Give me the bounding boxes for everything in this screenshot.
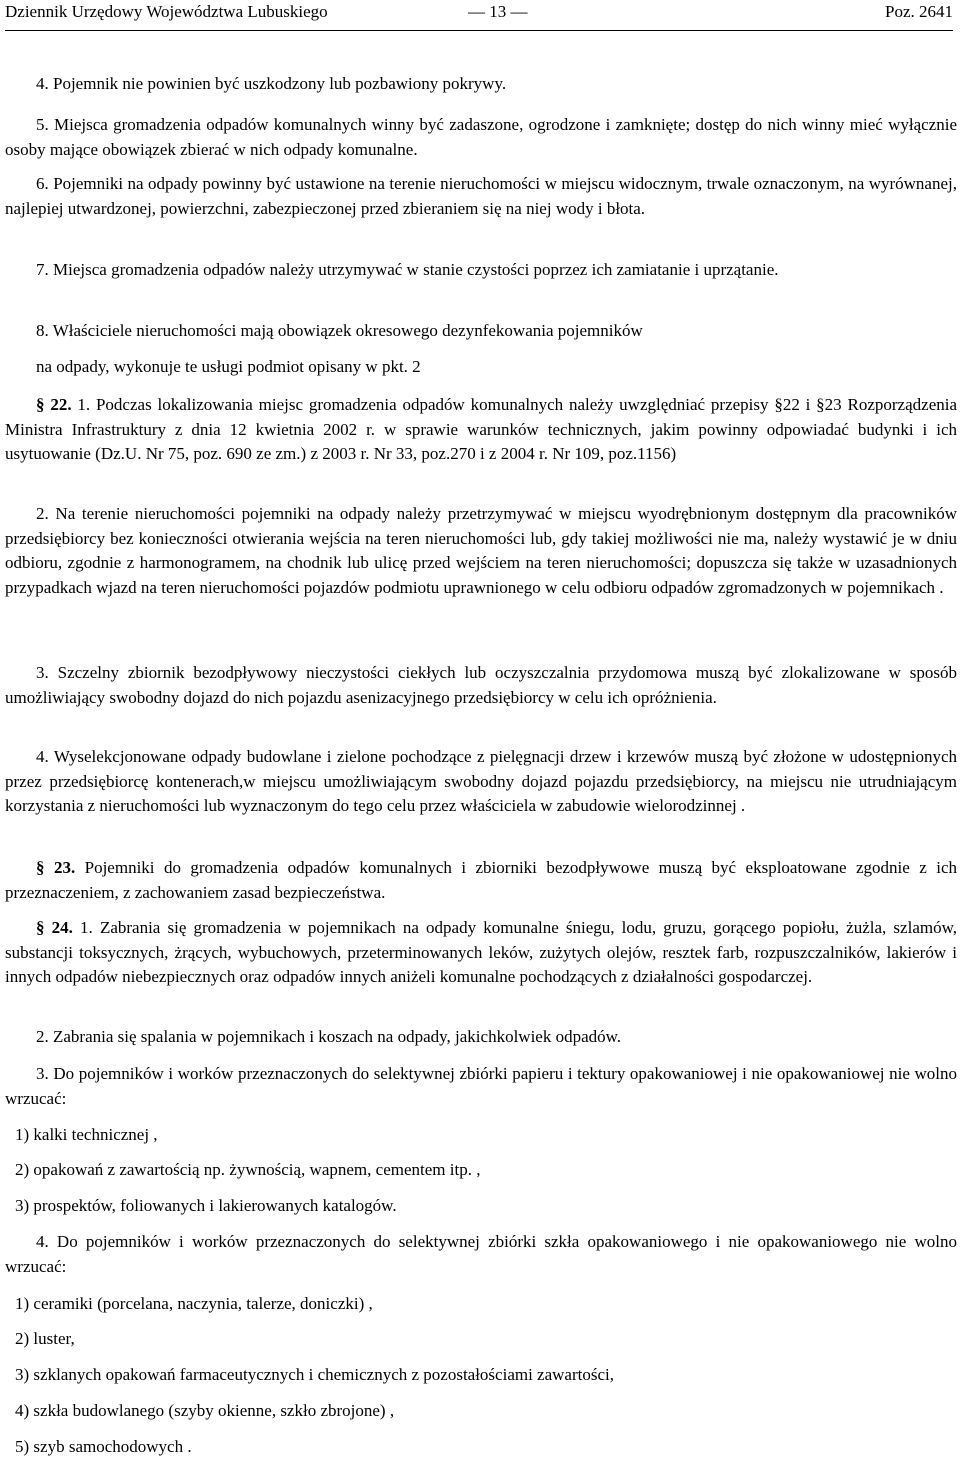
section-22-paragraph-3: 3. Szczelny zbiornik bezodpływowy nieczystości ciekłych lub oczyszczalnia przydomowa muszą być zlokalizowane w sposób umożliwiający swobodny dojazd do nich pojazdu asenizacyjnego przedsiębiorcy w celu ich opróżnienia.	[5, 663, 957, 707]
section-24-paragraph-1	[5, 916, 957, 990]
section-23	[5, 856, 957, 905]
list-item: 3) szklanych opakowań farmaceutycznych i chemicznych z pozostałościami zawartości,	[15, 1365, 614, 1384]
section-24-p1-text: 1. Zabrania się gromadzenia w pojemnikach na odpady komunalne śniegu, lodu, gruzu, gorącego popiołu, żużla, szlamów, substancji toksycznych, żrących, wybuchowych, przeterminowanych leków, zużytych olejów, resztek farb, rozpuszczalników, lakierów i innych odpadów niebezpiecznych oraz odpadów innych aniżeli komunalne pochodzących z działalności gospodarczej.	[5, 918, 958, 986]
list-item: 1) kalki technicznej ,	[15, 1125, 158, 1144]
header-rule	[5, 30, 953, 31]
list-item: 1) ceramiki (porcelana, naczynia, talerze, doniczki) ,	[15, 1294, 373, 1313]
list-item: 5) szyb samochodowych .	[15, 1437, 192, 1456]
list-item: 2) opakowań z zawartością np. żywnością, wapnem, cementem itp. ,	[15, 1160, 481, 1179]
section-24-paragraph-4: 4. Do pojemników i worków przeznaczonych do selektywnej zbiórki szkła opakowaniowego i nie opakowaniowego nie wolno wrzucać:	[5, 1232, 957, 1276]
section-22-paragraph-1	[5, 393, 957, 467]
section-24-paragraph-3: 3. Do pojemników i worków przeznaczonych do selektywnej zbiórki papieru i tektury opakowaniowej i nie opakowaniowej nie wolno wrzucać:	[5, 1064, 957, 1108]
list-item: 4) szkła budowlanego (szyby okienne, szkło zbrojone) ,	[15, 1401, 395, 1420]
page-header	[5, 2, 953, 26]
section-22-p1-text: 1. Podczas lokalizowania miejsc gromadzenia odpadów komunalnych należy uwzględniać przepisy §22 i §23 Rozporządzenia Ministra Infrastruktury z dnia 12 kwietnia 2002 r. w sprawie warunków technicznych, jakim powinny odpowiadać budynki i ich usytuowanie (Dz.U. Nr 75, poz. 690 ze zm.) z 2003 r. Nr 33, poz.270 i z 2004 r. Nr 109, poz.1156)	[5, 395, 958, 463]
section-23-text: Pojemniki do gromadzenia odpadów komunalnych i zbiorniki bezodpływowe muszą być eksploatowane zgodnie z ich przeznaczeniem, z zachowaniem zasad bezpieczeństwa.	[5, 858, 957, 902]
paragraph-5: 5. Miejsca gromadzenia odpadów komunalnych winny być zadaszone, ogrodzone i zamknięte; dostęp do nich winny mieć wyłącznie osoby mające obowiązek zbierać w nich odpady komunalne.	[5, 115, 957, 159]
section-24-number: § 24.	[36, 918, 73, 937]
paragraph-4: 4. Pojemnik nie powinien być uszkodzony lub pozbawiony pokrywy.	[36, 74, 507, 93]
paragraph-8-line2: na odpady, wykonuje te usługi podmiot opisany w pkt. 2	[36, 357, 421, 376]
paragraph-8-line1: 8. Właściciele nieruchomości mają obowiązek okresowego dezynfekowania pojemników	[36, 321, 643, 340]
position-number: Poz. 2641	[885, 2, 953, 21]
section-22-paragraph-2: 2. Na terenie nieruchomości pojemniki na odpady należy przetrzymywać w miejscu wyodrębnionym dostępnym dla pracowników przedsiębiorcy bez konieczności otwierania wejścia na teren nieruchomości lub, gdy takiej możliwości nie ma, należy wystawić je w dniu odbioru, zgodnie z harmonogramem, na chodnik lub ulicę przed wejściem na teren nieruchomości; dopuszcza się także w uzasadnionych przypadkach wjazd na teren nieruchomości pojazdów podmiotu uprawnionego w celu odbioru odpadów zgromadzonych w pojemnikach .	[5, 504, 957, 597]
page-number: — 13 —	[468, 2, 528, 21]
section-24-paragraph-2: 2. Zabrania się spalania w pojemnikach i koszach na odpady, jakichkolwiek odpadów.	[36, 1027, 622, 1046]
section-22-number: § 22.	[36, 395, 72, 414]
paragraph-6: 6. Pojemniki na odpady powinny być ustawione na terenie nieruchomości w miejscu widocznym, trwale oznaczonym, na wyrównanej, najlepiej utwardzonej, powierzchni, zabezpieczonej przed zbieraniem się na niej wody i błota.	[5, 174, 957, 218]
paragraph-7: 7. Miejsca gromadzenia odpadów należy utrzymywać w stanie czystości poprzez ich zamiatanie i uprzątanie.	[36, 260, 779, 279]
journal-title: Dziennik Urzędowy Województwa Lubuskiego	[5, 2, 328, 21]
section-23-number: § 23.	[36, 858, 76, 877]
list-item: 2) luster,	[15, 1329, 75, 1348]
list-item: 3) prospektów, foliowanych i lakierowanych katalogów.	[15, 1196, 397, 1215]
section-22-paragraph-4: 4. Wyselekcjonowane odpady budowlane i zielone pochodzące z pielęgnacji drzew i krzewów muszą być złożone w udostępnionych przez przedsiębiorcę kontenerach,w miejscu umożliwiającym swobodny dojazd pojazdu przedsiębiorcy, na miejscu nie utrudniającym korzystania z nieruchomości lub wyznaczonym do tego celu przez właściciela w zabudowie wielorodzinnej .	[5, 747, 957, 815]
